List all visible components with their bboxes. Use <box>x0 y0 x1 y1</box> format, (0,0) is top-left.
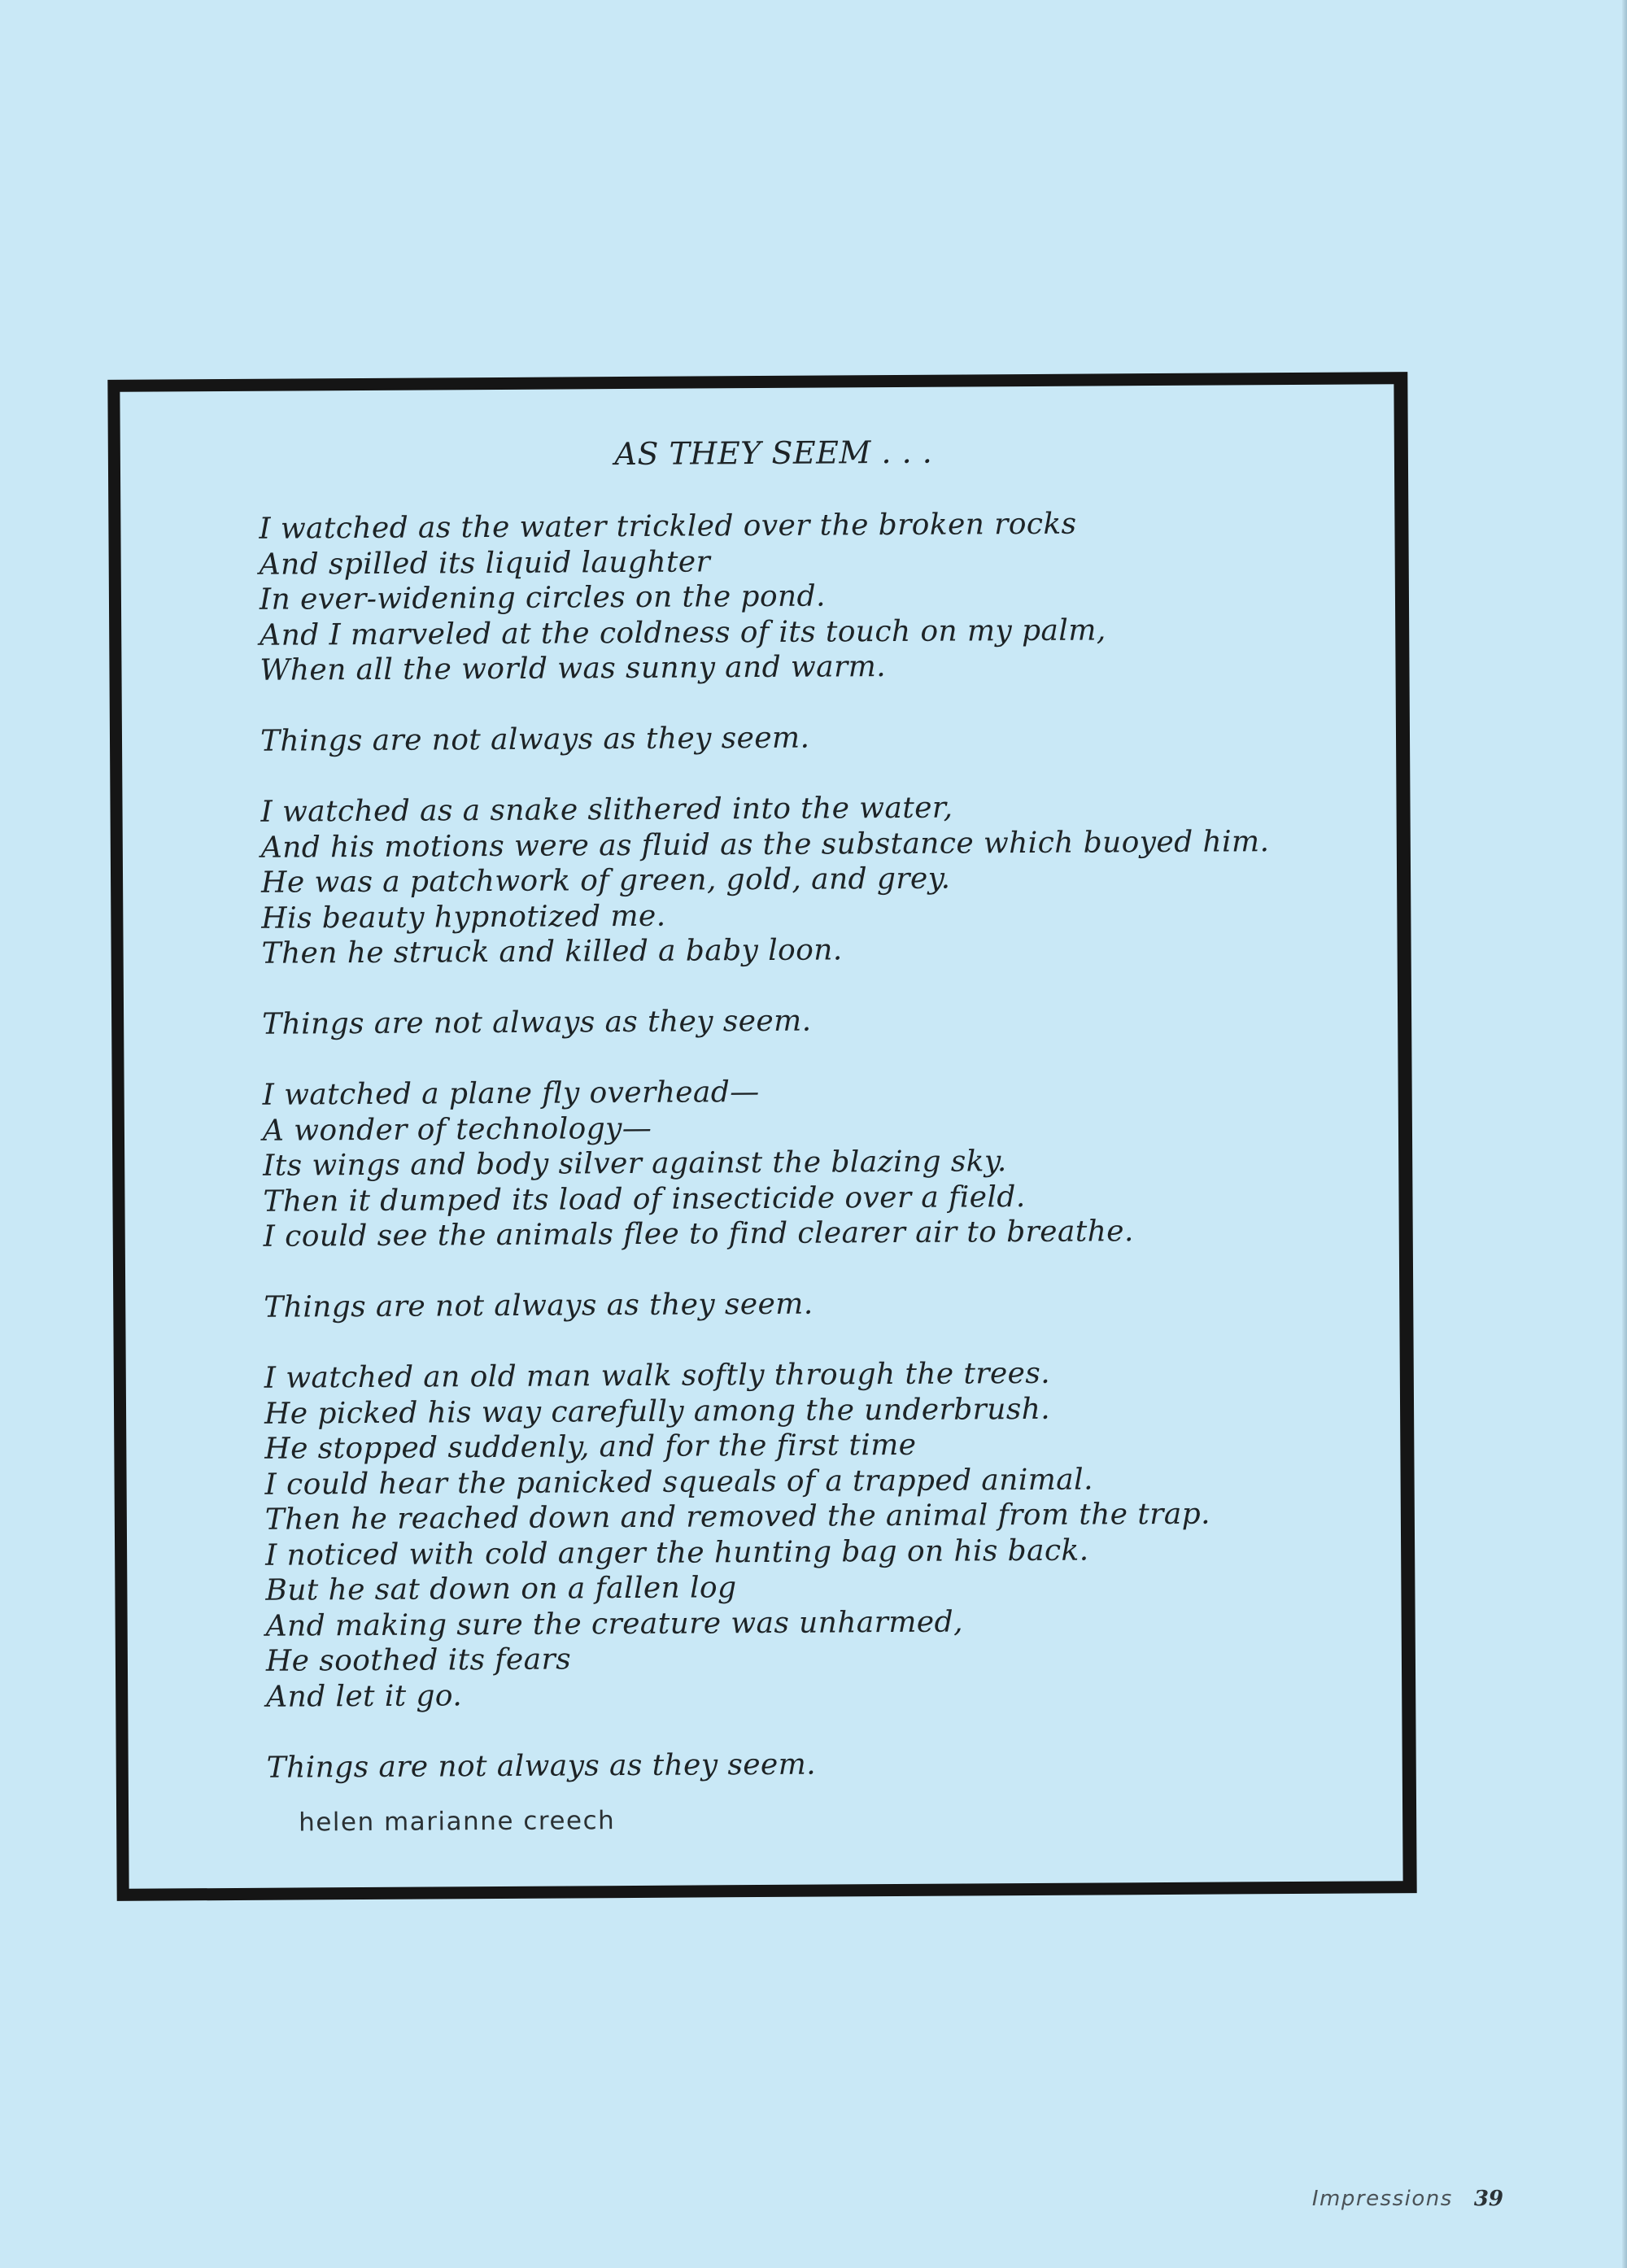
poem-line: And I marveled at the coldness of its touch on my palm, <box>260 613 1106 652</box>
poem-body <box>259 504 1406 1786</box>
poem-line: He soothed its fears <box>265 1642 572 1678</box>
poem-line: Its wings and body silver against the blazing sky. <box>263 1145 1007 1183</box>
poem-line: And spilled its liquid laughter <box>259 544 711 582</box>
poem-line: His beauty hypnotized me. <box>261 899 666 936</box>
poem-line: He stopped suddenly, and for the first time <box>264 1428 917 1466</box>
refrain-line: Things are not always as they seem. <box>262 1004 812 1041</box>
refrain <box>267 1743 1406 1786</box>
poem-line: I watched as a snake slithered into the water, <box>260 791 953 829</box>
refrain-line: Things are not always as they seem. <box>264 1287 814 1324</box>
stanza <box>263 1071 1402 1254</box>
refrain-line: Things are not always as they seem. <box>260 721 810 758</box>
poem-line: I watched an old man walk softly through the trees. <box>264 1356 1051 1395</box>
poem-line: But he sat down on a fallen log <box>265 1571 737 1607</box>
poem-title: AS THEY SEEM . . . <box>614 434 933 473</box>
poem-author: helen marianne creech <box>299 1806 616 1838</box>
poem-line: I watched as the water trickled over the broken rocks <box>259 507 1077 546</box>
poem-line: Then it dumped its load of insecticide over a field. <box>263 1180 1026 1219</box>
poem-line: He was a patchwork of green, gold, and grey. <box>260 861 951 900</box>
page-footer <box>1312 2187 1503 2211</box>
poem-line: I watched a plane fly overhead— <box>262 1075 760 1112</box>
poem-line: I could see the animals flee to find clearer air to breathe. <box>263 1215 1134 1254</box>
refrain-line: Things are not always as they seem. <box>266 1747 817 1785</box>
poem-line: And his motions were as fluid as the substance which buoyed him. <box>260 824 1270 865</box>
poem-line: A wonder of technology— <box>262 1111 652 1148</box>
page-number: 39 <box>1473 2187 1503 2211</box>
poem-line: And let it go. <box>266 1678 463 1714</box>
poem-frame <box>107 372 1416 1901</box>
poem-line: I could hear the panicked squeals of a trapped animal. <box>264 1463 1093 1502</box>
stanza <box>259 504 1398 688</box>
publication-name: Impressions <box>1311 2187 1453 2211</box>
poem-line: I noticed with cold anger the hunting bag on his back. <box>265 1533 1089 1572</box>
poem-line: In ever-widening circles on the pond. <box>259 579 826 617</box>
page-edge <box>1622 0 1627 2268</box>
poem-line: When all the world was sunny and warm. <box>260 650 887 687</box>
stanza <box>264 1354 1406 1715</box>
poem-line: He picked his way carefully among the underbrush. <box>264 1392 1051 1431</box>
poem-line: And making sure the creature was unharmed, <box>265 1605 963 1643</box>
poem-line: Then he reached down and removed the animal from the trap. <box>264 1497 1211 1537</box>
poem-line: Then he struck and killed a baby loon. <box>261 933 843 970</box>
stanza <box>260 787 1400 971</box>
